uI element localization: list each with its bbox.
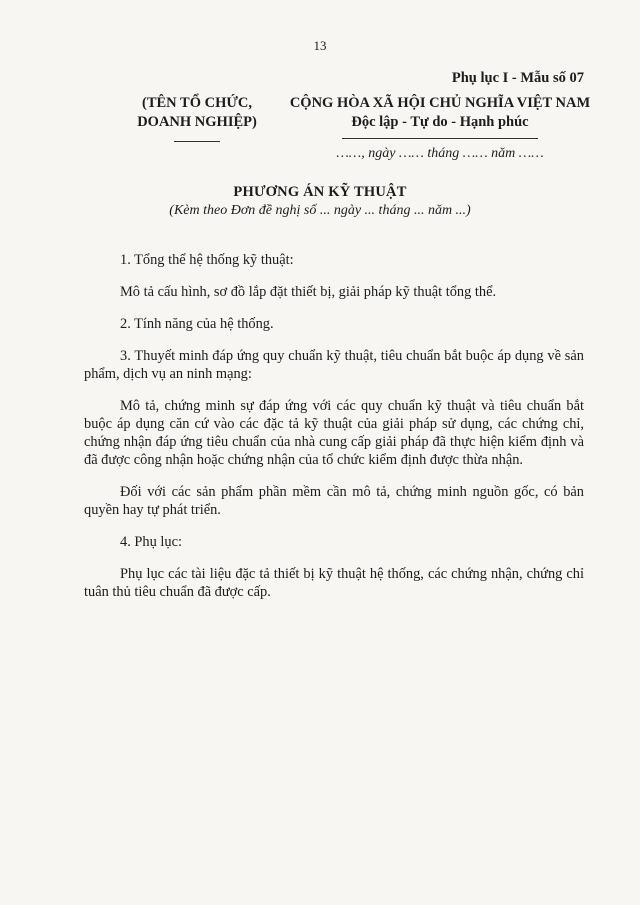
section-4-heading: 4. Phụ lục:: [120, 534, 182, 550]
section-1-text: Mô tả cấu hình, sơ đồ lắp đặt thiết bị, giải pháp kỹ thuật tổng thể.: [120, 284, 497, 300]
section-3-software-note: Đối với các sản phẩm phần mềm cần mô tả, chứng minh nguồn gốc, có bản quyền hay tự phát triển.: [84, 484, 584, 518]
nation-name: CỘNG HÒA XÃ HỘI CHỦ NGHĨA VIỆT NAM: [289, 95, 591, 111]
page-number: 13: [313, 38, 327, 53]
section-3-heading: 3. Thuyết minh đáp ứng quy chuẩn kỹ thuật, tiêu chuẩn bắt buộc áp dụng về sản phẩm, dịch vụ an ninh mạng:: [84, 348, 584, 382]
section-4-text: Phụ lục các tài liệu đặc tả thiết bị kỹ thuật hệ thống, các chứng nhận, chứng chỉ tuân thủ tiêu chuẩn đã được cấp.: [84, 566, 584, 600]
section-1-heading: 1. Tổng thể hệ thống kỹ thuật:: [120, 252, 294, 268]
org-name-line-1: (TÊN TỔ CHỨC,: [142, 95, 252, 111]
motto-divider: [342, 138, 538, 139]
document-body: [84, 251, 584, 615]
date-line: ……, ngày …… tháng …… năm ……: [336, 146, 544, 161]
document-subtitle: (Kèm theo Đơn đề nghị số ... ngày ... tháng ... năm ...): [169, 203, 471, 218]
section-2-heading: 2. Tính năng của hệ thống.: [120, 316, 274, 332]
organization-header: [112, 94, 282, 142]
document-title: PHƯƠNG ÁN KỸ THUẬT: [233, 184, 407, 200]
appendix-reference: Phụ lục I - Mẫu số 07: [451, 70, 584, 86]
section-3-text: Mô tả, chứng minh sự đáp ứng với các quy chuẩn kỹ thuật và tiêu chuẩn bắt buộc áp dụng căn cứ vào các đặc tả kỹ thuật của giải pháp sử dụng, các chứng chỉ, chứng nhận đáp ứng tiêu chuẩn của nhà cung cấp giải pháp đã thực hiện kiểm định và đã được công nhận hoặc chứng nhận của tổ chức kiểm định được thừa nhận.: [84, 398, 584, 468]
national-motto: Độc lập - Tự do - Hạnh phúc: [351, 114, 529, 130]
org-divider: [174, 141, 220, 142]
national-header: [270, 94, 610, 139]
org-name-line-2: DOANH NGHIỆP): [137, 114, 257, 130]
